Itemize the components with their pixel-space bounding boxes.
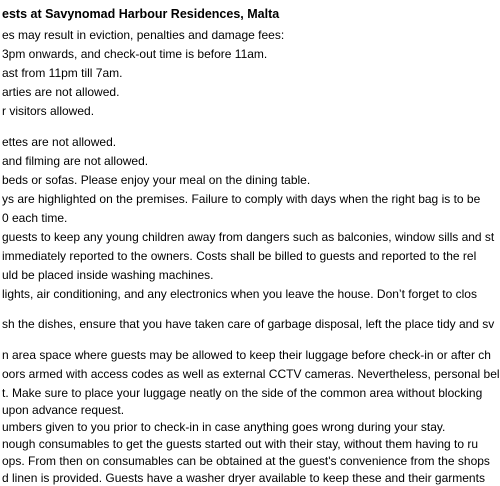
document-line-22: upon advance request. — [2, 403, 125, 417]
document-line-4: arties are not allowed. — [2, 85, 120, 99]
document-line-2: 3pm onwards, and check-out time is before 11am. — [2, 47, 268, 61]
document-title: ests at Savynomad Harbour Residences, Malta — [2, 7, 280, 21]
document-line-12: guests to keep any young children away from dangers such as balconies, window sills and st — [2, 230, 495, 244]
document-line-21: t. Make sure to place your luggage neatly on the side of the common area without blocking — [2, 386, 483, 400]
document-line-25: ops. From then on consumables can be obtained at the guest's convenience from the shops — [2, 454, 490, 468]
document-line-23: umbers given to you prior to check-in in case anything goes wrong during your stay. — [2, 420, 446, 434]
document-line-7: ettes are not allowed. — [2, 135, 117, 149]
document-line-19: n area space where guests may be allowed to keep their luggage before check-in or after ch — [2, 348, 491, 362]
document-line-24: nough consumables to get the guests started out with their stay, without them having to ru — [2, 437, 479, 451]
document-line-17: sh the dishes, ensure that you have taken care of garbage disposal, left the place tidy and sv — [2, 317, 495, 331]
document-line-8: and filming are not allowed. — [2, 154, 149, 168]
document-line-26: d linen is provided. Guests have a washer dryer available to keep these and their garments — [2, 471, 485, 485]
document-line-15: lights, air conditioning, and any electronics when you leave the house. Don’t forget to clos — [2, 287, 477, 301]
document-line-10: ys are highlighted on the premises. Failure to comply with days when the right bag is to be — [2, 192, 481, 206]
document-line-14: uld be placed inside washing machines. — [2, 268, 214, 282]
document-line-20: oors armed with access codes as well as external CCTV cameras. Nevertheless, personal bel — [2, 367, 500, 381]
document-line-9: beds or sofas. Please enjoy your meal on the dining table. — [2, 173, 311, 187]
document-line-11: 0 each time. — [2, 211, 68, 225]
document-line-3: ast from 11pm till 7am. — [2, 66, 123, 80]
document-line-13: immediately reported to the owners. Costs shall be billed to guests and reported to the rel — [2, 249, 477, 263]
document-line-1: es may result in eviction, penalties and damage fees: — [2, 28, 285, 42]
document-line-5: r visitors allowed. — [2, 104, 95, 118]
